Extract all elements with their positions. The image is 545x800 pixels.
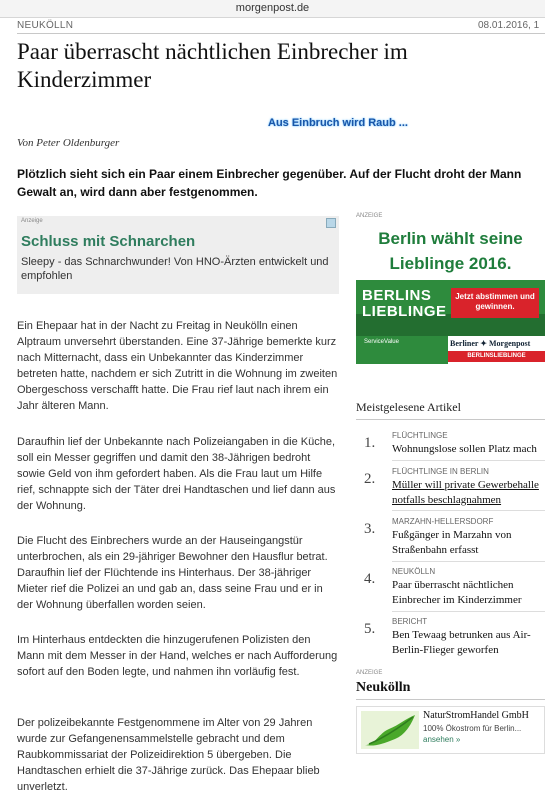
- ad-schnarchen[interactable]: [17, 216, 339, 294]
- naturstrom-link[interactable]: ansehen »: [423, 735, 461, 744]
- morgenpost-brand-sub: BERLINSLIEBLINGE: [448, 351, 545, 362]
- overlay-caption: Aus Einbruch wird Raub ...: [268, 117, 408, 129]
- ad-label: Anzeige: [21, 218, 43, 224]
- article-paragraph-4: Im Hinterhaus entdeckten die hinzugerufenen Polizisten den Mann mit dem Messer in der Hand, welches er nach Aufforderung sofort auf den Boden legte, und nahmen ihn vorläufig fest.: [17, 634, 338, 678]
- naturstrom-name[interactable]: NaturStromHandel GmbH: [423, 710, 529, 721]
- neukoelln-ad-label: ANZEIGE: [356, 670, 383, 676]
- article-paragraph-1: Ein Ehepaar hat in der Nacht zu Freitag in Neukölln einen Alptraum unversehrt überstanden. Eine 37-Jährige bemerkte kurz nach Mitternacht, dass ein Unbekannter das Kinderzimmer betreten hatte, nachdem er sich Zutritt in die Wohnung im zweiten Obergeschoss verschafft hatte. Die Frau rief laut nach ihrem ein Jahr älteren Mann.: [17, 320, 338, 412]
- logo-line-2: LIEBLINGE: [362, 303, 447, 320]
- section-label[interactable]: NEUKÖLLN: [17, 20, 74, 31]
- most-read-category: FLÜCHTLINGE: [392, 431, 448, 440]
- article-paragraph-5: Der polizeibekannte Festgenommene im Alter von 29 Jahren wurde zur Gefangenensammelstelle gebracht und dem Raubkommissariat der Polizeidirektion 5 übergeben. Die Handtaschen erhielt die 37-Jährige zurück. Das Ehepaar blieb unverletzt.: [17, 717, 320, 793]
- article-headline: Paar überrascht nächtlichen Einbrecher im Kinderzimmer: [17, 39, 408, 92]
- most-read-number: 1.: [364, 435, 376, 451]
- most-read-category: NEUKÖLLN: [392, 567, 436, 576]
- naturstrom-desc: 100% Ökostrom für Berlin...: [423, 724, 522, 733]
- most-read-category: MARZAHN-HELLERSDORF: [392, 517, 494, 526]
- most-read-category: FLÜCHTLINGE IN BERLIN: [392, 467, 489, 476]
- ad-title[interactable]: Schluss mit Schnarchen: [21, 233, 196, 250]
- most-read-title: Meistgelesene Artikel: [356, 400, 461, 414]
- naturstrom-ad[interactable]: [356, 706, 545, 754]
- ad-info-icon[interactable]: [326, 218, 336, 228]
- morgenpost-brand: Berliner ✦ Morgenpost: [450, 339, 531, 348]
- most-read-category: BERICHT: [392, 617, 428, 626]
- most-read-divider: [356, 419, 545, 420]
- most-read-separator: [392, 561, 545, 562]
- header-divider: [17, 33, 545, 34]
- address-bar[interactable]: [0, 0, 545, 18]
- article-date: 08.01.2016, 1: [478, 20, 540, 31]
- article-lead: Plötzlich sieht sich ein Paar einem Einbrecher gegenüber. Auf der Flucht droht der Mann Gewalt an, wird dann aber festgenommen.: [17, 167, 522, 199]
- most-read-headline[interactable]: Ben Tewaag betrunken aus Air-Berlin-Flieger geworfen: [392, 629, 531, 656]
- most-read-number: 4.: [364, 571, 376, 587]
- neukoelln-divider: [356, 699, 545, 700]
- most-read-headline[interactable]: Paar überrascht nächtlichen Einbrecher im Kinderzimmer: [392, 579, 522, 606]
- berlins-lieblinge-logo: [362, 288, 447, 320]
- side-ad-headline-1: Berlin wählt seine: [378, 229, 523, 248]
- most-read-number: 3.: [364, 521, 376, 537]
- side-ad-label: ANZEIGE: [356, 213, 383, 219]
- ad-text: Sleepy - das Schnarchwunder! Von HNO-Ärzten entwickelt und empfohlen: [21, 256, 329, 282]
- leaf-image: [361, 711, 419, 749]
- most-read-separator: [392, 611, 545, 612]
- vote-button[interactable]: Jetzt abstimmen und gewinnen.: [451, 288, 539, 318]
- article-paragraph-2: Daraufhin lief der Unbekannte nach Polizeiangaben in die Küche, soll ein Messer gegriffen und damit den 38-Jährigen bedroht sowie Geld von ihm gefordert haben. Als die Frau laut um Hilfe rief, schnappte sich der Täter drei Handtaschen und lief dann aus der Wohnung.: [17, 436, 336, 512]
- article-author: Von Peter Oldenburger: [17, 137, 120, 149]
- ad-berlins-lieblinge[interactable]: [356, 222, 545, 364]
- logo-line-1: BERLINS: [362, 287, 432, 304]
- most-read-headline[interactable]: Wohnungslose sollen Platz mach: [392, 443, 537, 455]
- servicevalue-logo: ServiceValue: [364, 339, 399, 345]
- url-text: morgenpost.de: [235, 2, 310, 14]
- side-ad-headline-2: Lieblinge 2016.: [389, 254, 512, 273]
- article-paragraph-3: Die Flucht des Einbrechers wurde an der Hauseingangstür unterbrochen, als ein 29-jähriger Bewohner den Hausflur betrat. Daraufhin lief der Flüchtende ins Hinterhaus. Der 38-jähriger Mieter rief die Polizei an und gab an, dass seine Frau und er in der Wohnung überfallen worden seien.: [17, 535, 328, 611]
- most-read-headline[interactable]: Müller will private Gewerbehalle notfalls beschlagnahmen: [392, 479, 539, 506]
- neukoelln-title[interactable]: Neukölln: [356, 680, 411, 695]
- morgenpost-logo: [448, 336, 545, 364]
- most-read-headline[interactable]: Fußgänger in Marzahn von Straßenbahn erfasst: [392, 529, 512, 556]
- most-read-number: 5.: [364, 621, 376, 637]
- most-read-separator: [392, 460, 545, 461]
- most-read-number: 2.: [364, 471, 376, 487]
- most-read-separator: [392, 510, 545, 511]
